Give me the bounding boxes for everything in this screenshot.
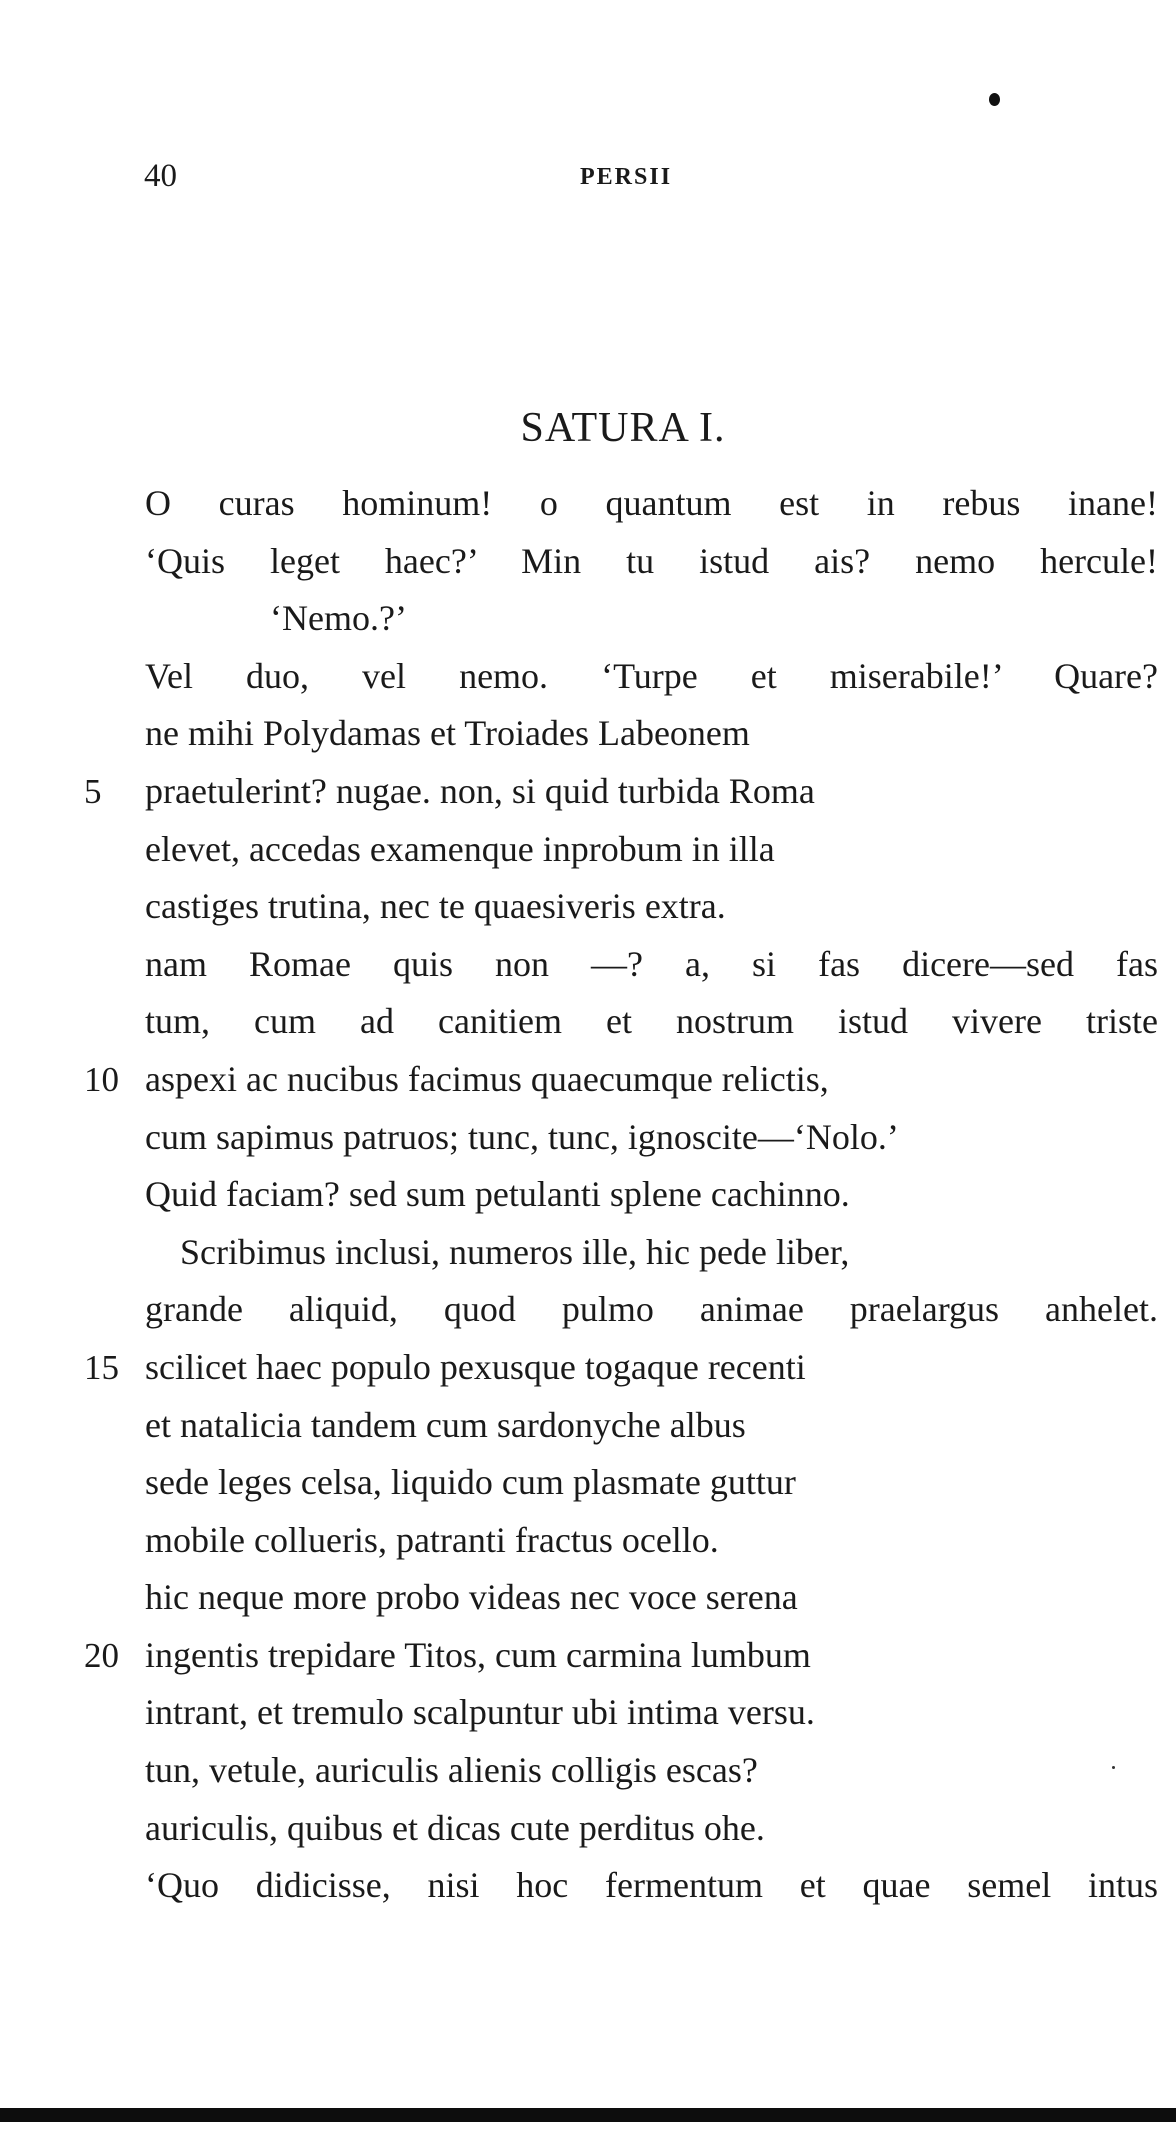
verse-text: ‘Quis leget haec?’ Min tu istud ais? nemo hercule! (145, 540, 1158, 581)
verse-text: ‘Quo didicisse, nisi hoc fermentum et quae semel intus (145, 1865, 1158, 1906)
verse-line (0, 1224, 1176, 1282)
verse-line (0, 1627, 1176, 1685)
verse-text: mobile collueris, patranti fractus ocello. (145, 1519, 719, 1560)
verse-line (0, 648, 1176, 706)
verse-text: hic neque more probo videas nec voce serena (145, 1577, 798, 1618)
verse-line (0, 1512, 1176, 1570)
verse-line (0, 1684, 1176, 1742)
verse-line (0, 1569, 1176, 1627)
verse-text: Quid faciam? sed sum petulanti splene cachinno. (145, 1174, 850, 1215)
poem-body (0, 475, 1176, 1915)
verse-line (0, 1454, 1176, 1512)
verse-text: ne mihi Polydamas et Troiades Labeonem (145, 713, 750, 754)
verse-text: tun, vetule, auriculis alienis colligis escas? (145, 1750, 758, 1791)
page-number: 40 (144, 158, 177, 194)
ink-speck (989, 93, 1000, 106)
verse-text: nam Romae quis non —? a, si fas dicere—sed fas (145, 943, 1158, 984)
verse-text: Vel duo, vel nemo. ‘Turpe et miserabile!’ Quare? (145, 655, 1158, 696)
verse-text: intrant, et tremulo scalpuntur ubi intima versu. (145, 1692, 815, 1733)
verse-line (0, 705, 1176, 763)
verse-line (0, 1397, 1176, 1455)
line-number: 15 (84, 1347, 119, 1387)
verse-text: tum, cum ad canitiem et nostrum istud vivere triste (145, 1001, 1158, 1042)
verse-text: elevet, accedas examenque inprobum in illa (145, 828, 775, 869)
verse-line (0, 878, 1176, 936)
satire-title: SATURA I. (520, 405, 726, 451)
verse-line (0, 993, 1176, 1051)
verse-text: cum sapimus patruos; tunc, tunc, ignoscite—‘Nolo.’ (145, 1116, 899, 1157)
verse-line (0, 1051, 1176, 1109)
verse-line (0, 936, 1176, 994)
verse-line (0, 1742, 1176, 1800)
verse-line (0, 821, 1176, 879)
verse-line (0, 1166, 1176, 1224)
bottom-rule (0, 2108, 1176, 2122)
verse-text: ingentis trepidare Titos, cum carmina lumbum (145, 1634, 811, 1675)
verse-text: aspexi ac nucibus facimus quaecumque relictis, (145, 1058, 829, 1099)
line-number: 5 (84, 771, 102, 811)
verse-line (0, 1109, 1176, 1167)
verse-line (0, 590, 1176, 648)
verse-text: auriculis, quibus et dicas cute perditus ohe. (145, 1807, 765, 1848)
verse-line (0, 1281, 1176, 1339)
verse-text: castiges trutina, nec te quaesiveris extra. (145, 886, 726, 927)
verse-line (0, 1800, 1176, 1858)
verse-line (0, 475, 1176, 533)
verse-line (0, 1857, 1176, 1915)
verse-line (0, 763, 1176, 821)
verse-line (0, 533, 1176, 591)
verse-text: et natalicia tandem cum sardonyche albus (145, 1404, 746, 1445)
verse-text: grande aliquid, quod pulmo animae praelargus anhelet. (145, 1289, 1158, 1330)
verse-line (0, 1339, 1176, 1397)
line-number: 20 (84, 1635, 119, 1675)
verse-text: ‘Nemo.?’ (270, 598, 407, 639)
verse-text: sede leges celsa, liquido cum plasmate guttur (145, 1462, 796, 1503)
verse-text: praetulerint? nugae. non, si quid turbida Roma (145, 770, 815, 811)
verse-text: Scribimus inclusi, numeros ille, hic pede liber, (180, 1231, 850, 1272)
running-head (0, 158, 1176, 208)
verse-text: scilicet haec populo pexusque togaque recenti (145, 1346, 806, 1387)
running-title: PERSII (580, 164, 673, 190)
line-number: 10 (84, 1059, 119, 1099)
verse-text: O curas hominum! o quantum est in rebus inane! (145, 483, 1158, 523)
